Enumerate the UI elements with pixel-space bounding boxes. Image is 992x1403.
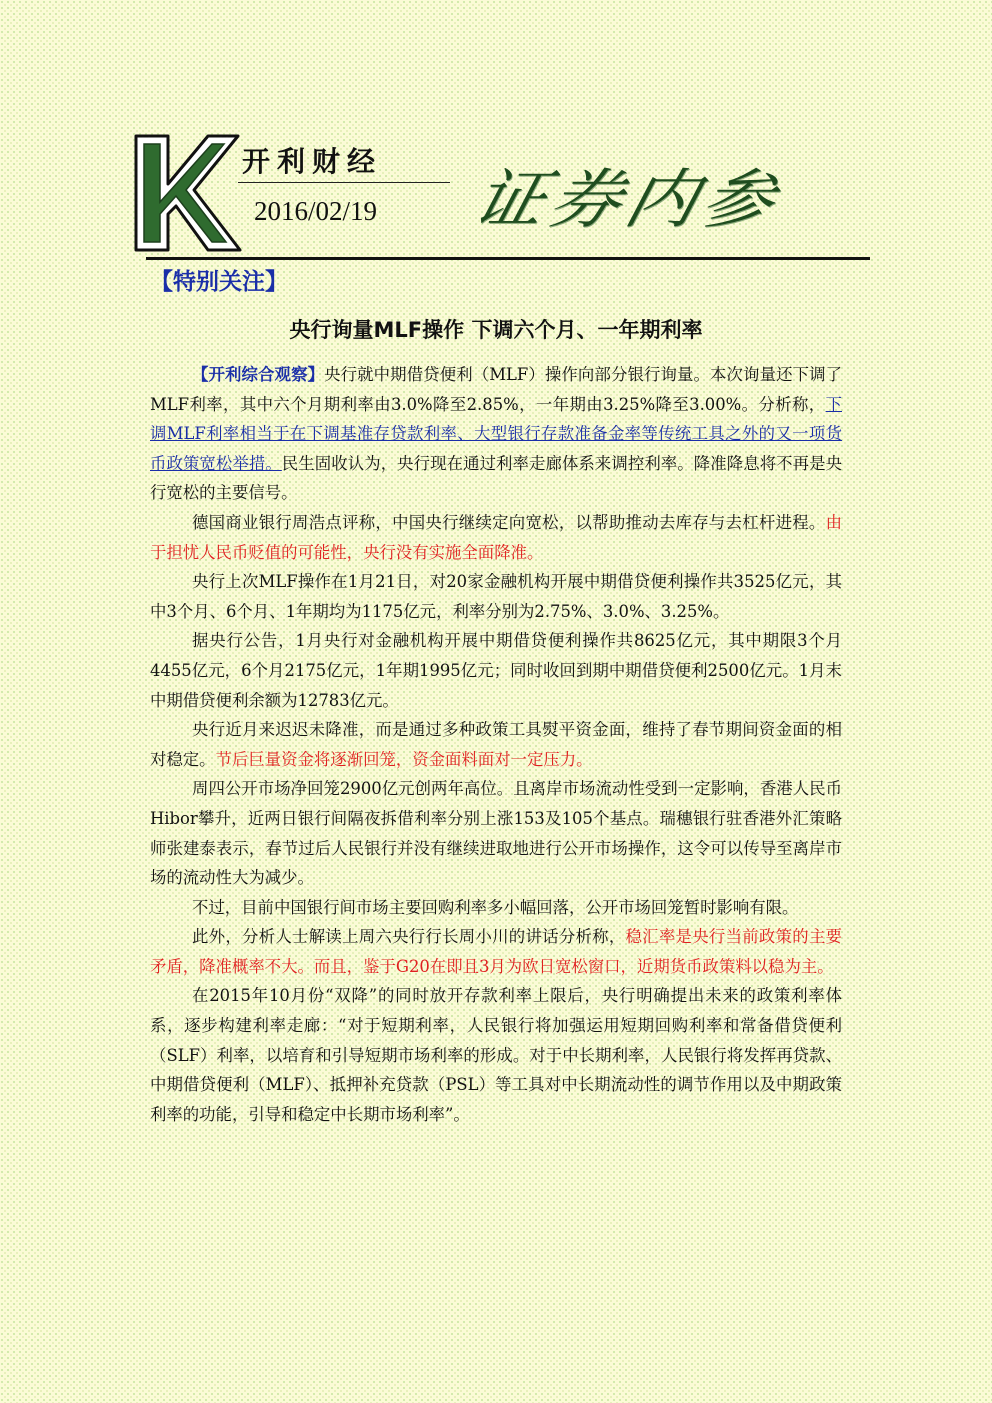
article-body: [150, 360, 842, 1129]
highlight-text: 稳汇率是央行当前政策的主要矛盾，降准概率不大。而且，鉴于G20在即且3月为欧日宽松窗口，近期货币政策料以稳为主。: [150, 927, 843, 976]
article-headline: 央行询量MLF操作 下调六个月、一年期利率: [289, 318, 703, 342]
paragraph-text: 此外，分析人士解读上周六央行行长周小川的讲话分析称，: [192, 927, 626, 947]
brand-divider: [238, 182, 450, 183]
lead-label: 【开利综合观察】: [192, 365, 325, 384]
issue-date: 2016/02/19: [254, 196, 378, 226]
paragraph: 据央行公告，1月央行对金融机构开展中期借贷便利操作共8625亿元，其中期限3个月4455亿元，6个月2175亿元，1年期1995亿元；同时收回到期中期借贷便利2500亿元。1月末中期借贷便利余额为12783亿元。: [150, 631, 842, 710]
paragraph-text: 央行就中期借贷便利（MLF）操作向部分银行询量。本次询量还下调了MLF利率，其中六个月期利率由3.0%降至2.85%，一年期由3.25%降至3.00%。分析称，: [150, 365, 843, 414]
header-divider: [146, 257, 870, 260]
inline-link[interactable]: 下调MLF利率相当于在下调基准存贷款利率、大型银行存款准备金率等传统工具之外的又一项货币政策宽松举措。: [150, 394, 842, 473]
highlight-text: 由于担忧人民币贬值的可能性，央行没有实施全面降准。: [150, 512, 842, 562]
masthead-title: 证券内参: [465, 161, 789, 238]
section-tag: 【特别关注】: [150, 269, 288, 295]
paragraph: [150, 508, 842, 567]
paragraph: 周四公开市场净回笼2900亿元创两年高位。且离岸市场流动性受到一定影响，香港人民币Hibor攀升，近两日银行间隔夜拆借利率分别上涨153及105个基点。瑞穗银行驻香港外汇策略师张建泰表示，春节过后人民银行并没有继续进取地进行公开市场操作，这令可以传导至离岸市场的流动性大为减少。: [150, 779, 842, 888]
paragraph: [150, 922, 842, 981]
k-logo: [132, 132, 244, 254]
paragraph-text: 民生固收认为，央行现在通过利率走廊体系来调控利率。降准降息将不再是央行宽松的主要信号。: [150, 453, 842, 503]
paragraph: 不过，目前中国银行间市场主要回购利率多小幅回落，公开市场回笼暂时影响有限。: [192, 897, 799, 917]
paragraph: 在2015年10月份“双降”的同时放开存款利率上限后，央行明确提出未来的政策利率体系，逐步构建利率走廊：“对于短期利率，人民银行将加强运用短期回购利率和常备借贷便利（SLF）利率，以培育和引导短期市场利率的形成。对于中长期利率，人民银行将发挥再贷款、中期借贷便利（MLF）、抵押补充贷款（PSL）等工具对中长期流动性的调节作用以及中期政策利率的功能，引导和稳定中长期市场利率”。: [150, 986, 842, 1124]
highlight-text: 节后巨量资金将逐渐回笼，资金面料面对一定压力。: [215, 749, 593, 769]
paragraph-text: 德国商业银行周浩点评称，中国央行继续定向宽松，以帮助推动去库存与去杠杆进程。: [192, 512, 826, 532]
paragraph: [150, 715, 842, 774]
brand-name: 开利财经: [242, 145, 383, 178]
paragraph: 央行上次MLF操作在1月21日，对20家金融机构开展中期借贷便利操作共3525亿元，其中3个月、6个月、1年期均为1175亿元，利率分别为2.75%、3.0%、3.25%。: [150, 572, 842, 621]
paragraph-text: 央行近月来迟迟未降准，而是通过多种政策工具熨平资金面，维持了春节期间资金面的相对稳定。: [150, 720, 842, 769]
paragraph: [150, 360, 842, 508]
